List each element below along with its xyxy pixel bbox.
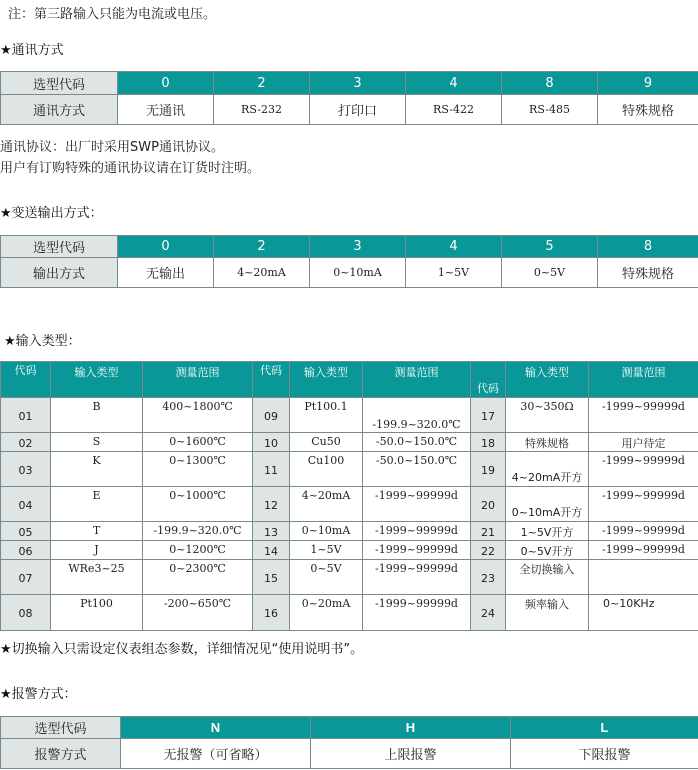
table-row <box>1 522 698 541</box>
input-range: -1999~99999d <box>589 398 698 433</box>
input-range: -1999~99999d <box>589 452 698 487</box>
input-heading: ★输入类型： <box>4 334 81 349</box>
input-code: 14 <box>253 541 290 560</box>
input-code: 18 <box>471 433 506 452</box>
input-header-code: 代码 <box>1 362 51 398</box>
input-header-range: 测量范围 <box>363 362 471 398</box>
input-header-range: 测量范围 <box>143 362 253 398</box>
input-type: Pt100 <box>51 595 143 631</box>
alarm-value: 无报警（可省略） <box>121 739 311 769</box>
input-type: 0~20mA <box>290 595 363 631</box>
input-type: 0~5V <box>290 560 363 595</box>
input-type: 0~10mA开方 <box>506 487 589 522</box>
input-range: -1999~99999d <box>363 541 471 560</box>
comm-value: 无通讯 <box>118 95 214 125</box>
input-type: 全切换输入 <box>506 560 589 595</box>
input-code: 20 <box>471 487 506 522</box>
input-range: -199.9~320.0℃ <box>363 398 471 433</box>
transmit-code: 8 <box>598 236 698 258</box>
comm-code: 4 <box>406 72 502 95</box>
input-range: -1999~99999d <box>363 522 471 541</box>
input-type: S <box>51 433 143 452</box>
input-range <box>589 560 698 595</box>
input-range: -1999~99999d <box>363 595 471 631</box>
table-row <box>1 433 698 452</box>
input-type: Cu100 <box>290 452 363 487</box>
comm-row-label: 通讯方式 <box>1 95 118 125</box>
table-row <box>1 398 698 433</box>
input-type: 4~20mA <box>290 487 363 522</box>
transmit-value: 无输出 <box>118 258 214 288</box>
input-type: 30~350Ω <box>506 398 589 433</box>
input-type: Pt100.1 <box>290 398 363 433</box>
alarm-value: 下限报警 <box>511 739 698 769</box>
alarm-heading: ★报警方式： <box>0 687 77 702</box>
transmit-heading: ★变送输出方式： <box>0 206 103 221</box>
input-range: 0~1600℃ <box>143 433 253 452</box>
transmit-table <box>0 235 698 288</box>
input-code: 10 <box>253 433 290 452</box>
input-code: 04 <box>1 487 51 522</box>
input-range: 400~1800℃ <box>143 398 253 433</box>
alarm-code: N <box>121 717 311 739</box>
alarm-row-label: 报警方式 <box>1 739 121 769</box>
input-type: 特殊规格 <box>506 433 589 452</box>
input-type: T <box>51 522 143 541</box>
input-range: -50.0~150.0℃ <box>363 452 471 487</box>
table-row <box>1 541 698 560</box>
comm-custom-line: 用户有订购特殊的通讯协议请在订货时注明。 <box>0 161 261 176</box>
table-row <box>1 452 698 487</box>
transmit-header-label: 选型代码 <box>1 236 118 258</box>
input-type: E <box>51 487 143 522</box>
input-type: 0~10mA <box>290 522 363 541</box>
input-range: -50.0~150.0℃ <box>363 433 471 452</box>
input-type: 频率输入 <box>506 595 589 631</box>
table-row <box>1 487 698 522</box>
transmit-code: 0 <box>118 236 214 258</box>
comm-heading: ★通讯方式 <box>0 43 64 58</box>
transmit-code: 3 <box>310 236 406 258</box>
transmit-code: 5 <box>502 236 598 258</box>
input-code: 06 <box>1 541 51 560</box>
input-range: 0~10KHz <box>589 595 698 631</box>
comm-value: 打印口 <box>310 95 406 125</box>
input-range: -200~650℃ <box>143 595 253 631</box>
comm-code: 8 <box>502 72 598 95</box>
comm-code: 0 <box>118 72 214 95</box>
input-range: 0~1200℃ <box>143 541 253 560</box>
input-code: 13 <box>253 522 290 541</box>
input-type-table <box>0 361 698 631</box>
alarm-value: 上限报警 <box>311 739 511 769</box>
alarm-code: H <box>311 717 511 739</box>
input-header-type: 输入类型 <box>51 362 143 398</box>
comm-value: RS-485 <box>502 95 598 125</box>
input-range: -1999~99999d <box>363 560 471 595</box>
input-type: 0~5V开方 <box>506 541 589 560</box>
input-code: 03 <box>1 452 51 487</box>
comm-protocol-line: 通讯协议：出厂时采用SWP通讯协议。 <box>0 140 224 155</box>
input-code: 16 <box>253 595 290 631</box>
input-code: 21 <box>471 522 506 541</box>
transmit-code: 2 <box>214 236 310 258</box>
input-range: 0~1300℃ <box>143 452 253 487</box>
table-row <box>1 560 698 595</box>
input-type: 4~20mA开方 <box>506 452 589 487</box>
input-code: 23 <box>471 560 506 595</box>
transmit-row-label: 输出方式 <box>1 258 118 288</box>
input-type: 1~5V <box>290 541 363 560</box>
input-code: 15 <box>253 560 290 595</box>
input-code: 12 <box>253 487 290 522</box>
comm-value: RS-422 <box>406 95 502 125</box>
alarm-header-label: 选型代码 <box>1 717 121 739</box>
transmit-code: 4 <box>406 236 502 258</box>
comm-table <box>0 71 698 125</box>
input-header-range: 测量范围 <box>589 362 698 398</box>
input-range: -1999~99999d <box>363 487 471 522</box>
input-code: 19 <box>471 452 506 487</box>
input-header-type: 输入类型 <box>290 362 363 398</box>
input-range: -199.9~320.0℃ <box>143 522 253 541</box>
input-header-code: 代码 <box>471 362 506 398</box>
comm-code: 2 <box>214 72 310 95</box>
input-type: B <box>51 398 143 433</box>
input-code: 07 <box>1 560 51 595</box>
input-header-type: 输入类型 <box>506 362 589 398</box>
input-code: 08 <box>1 595 51 631</box>
input-code: 24 <box>471 595 506 631</box>
input-type: K <box>51 452 143 487</box>
switch-input-note: ★切换输入只需设定仪表组态参数，详细情况见“使用说明书”。 <box>0 642 364 657</box>
input-range: 0~1000℃ <box>143 487 253 522</box>
input-range: -1999~99999d <box>589 487 698 522</box>
transmit-value: 4~20mA <box>214 258 310 288</box>
input-type: WRe3~25 <box>51 560 143 595</box>
input-range: 用户待定 <box>589 433 698 452</box>
input-type: Cu50 <box>290 433 363 452</box>
input-code: 02 <box>1 433 51 452</box>
input-code: 09 <box>253 398 290 433</box>
input-type: 1~5V开方 <box>506 522 589 541</box>
comm-value: RS-232 <box>214 95 310 125</box>
transmit-value: 0~10mA <box>310 258 406 288</box>
input-code: 05 <box>1 522 51 541</box>
input-code: 01 <box>1 398 51 433</box>
comm-value: 特殊规格 <box>598 95 698 125</box>
input-code: 17 <box>471 398 506 433</box>
comm-code: 9 <box>598 72 698 95</box>
input-code: 22 <box>471 541 506 560</box>
input-range: -1999~99999d <box>589 522 698 541</box>
note-third-input: 注：第三路输入只能为电流或电压。 <box>8 7 217 22</box>
input-code: 11 <box>253 452 290 487</box>
transmit-value: 0~5V <box>502 258 598 288</box>
transmit-value: 特殊规格 <box>598 258 698 288</box>
input-range: -1999~99999d <box>589 541 698 560</box>
input-range: 0~2300℃ <box>143 560 253 595</box>
comm-header-label: 选型代码 <box>1 72 118 95</box>
comm-code: 3 <box>310 72 406 95</box>
input-header-code: 代码 <box>253 362 290 398</box>
table-row <box>1 595 698 631</box>
alarm-code: L <box>511 717 698 739</box>
transmit-value: 1~5V <box>406 258 502 288</box>
alarm-table <box>0 716 698 769</box>
input-type: J <box>51 541 143 560</box>
